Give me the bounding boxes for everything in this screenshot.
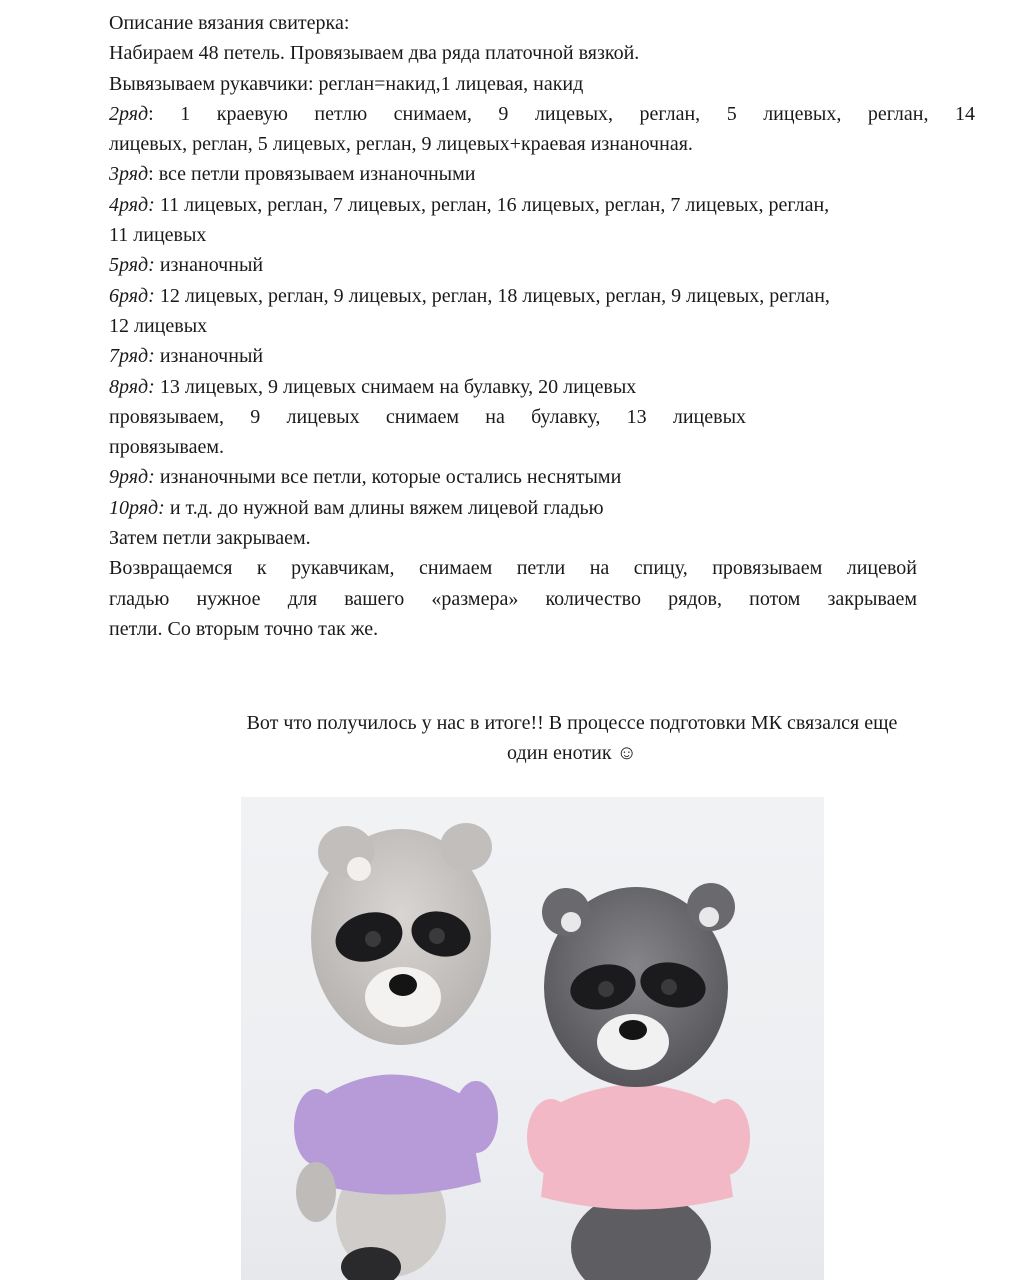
row-8-text-c: провязываем. xyxy=(109,436,225,459)
caption-line-b: один енотик ☺ xyxy=(507,742,637,764)
dark-raccoon xyxy=(527,883,750,1280)
light-raccoon xyxy=(294,823,498,1280)
light-raccoon-eye-left xyxy=(365,931,381,947)
row-6-line-a xyxy=(109,281,975,311)
dark-raccoon-ear-inner-right xyxy=(699,907,719,927)
row-8-line-a xyxy=(109,372,746,402)
dark-raccoon-ear-inner-left xyxy=(561,912,581,932)
row-2-label: 2ряд xyxy=(109,102,149,125)
knitted-raccoons-photo xyxy=(241,797,824,1280)
close-line: Затем петли закрываем. xyxy=(109,527,311,550)
return-line-b: гладью нужное для вашего «размера» количество рядов, потом закрываем xyxy=(109,587,917,610)
row-8-text-b: провязываем, 9 лицевых снимаем на булавку, 13 лицевых xyxy=(109,405,746,428)
row-4-line-a xyxy=(109,190,975,220)
row-4-text-b: 11 лицевых xyxy=(109,224,207,247)
row-10-line xyxy=(109,493,975,523)
row-9-label: 9ряд: xyxy=(109,466,155,489)
light-raccoon-nose xyxy=(389,974,417,996)
light-raccoon-ear-right xyxy=(440,823,492,871)
pink-sleeve-right xyxy=(702,1099,750,1175)
light-raccoon-ear-inner xyxy=(347,857,371,881)
pink-sleeve-left xyxy=(527,1099,575,1175)
row-5-line xyxy=(109,250,975,280)
row-4-label: 4ряд: xyxy=(109,193,155,216)
row-2-text-a: : 1 краевую петлю снимаем, 9 лицевых, реглан, 5 лицевых, реглан, 14 xyxy=(148,102,975,125)
row-2-text-b: лицевых, реглан, 5 лицевых, реглан, 9 лицевых+краевая изнаночная. xyxy=(109,133,693,156)
caption-line-a: Вот что получилось у нас в итоге!! В процессе подготовки МК связался еще xyxy=(246,712,898,734)
dark-raccoon-eye-right xyxy=(661,979,677,995)
row-6-text-b: 12 лицевых xyxy=(109,314,208,337)
row-10-label: 10ряд: xyxy=(109,496,165,519)
row-8-text-a: 13 лицевых, 9 лицевых снимаем на булавку, 20 лицевых xyxy=(154,375,637,398)
row-8-label: 8ряд: xyxy=(109,375,155,398)
photo-caption xyxy=(172,708,972,768)
raccoons-illustration xyxy=(241,797,824,1280)
row-9-text: изнаночными все петли, которые остались неснятыми xyxy=(154,466,622,489)
row-10-text: и т.д. до нужной вам длины вяжем лицевой гладью xyxy=(164,496,604,519)
cast-on-line: Набираем 48 петель. Провязываем два ряда платочной вязкой. xyxy=(109,42,640,65)
dark-raccoon-eye-left xyxy=(598,981,614,997)
row-5-text: изнаночный xyxy=(154,254,264,277)
row-6-text-a: 12 лицевых, реглан, 9 лицевых, реглан, 18 лицевых, реглан, 9 лицевых, реглан, xyxy=(154,284,830,307)
row-6-label: 6ряд: xyxy=(109,284,155,307)
lilac-sleeve-left xyxy=(294,1089,338,1165)
row-7-text: изнаночный xyxy=(154,345,264,368)
lilac-sleeve-right xyxy=(454,1081,498,1153)
row-2-line-a xyxy=(109,99,975,129)
light-raccoon-arm xyxy=(296,1162,336,1222)
dark-raccoon-nose xyxy=(619,1020,647,1040)
pattern-title: Описание вязания свитерка: xyxy=(109,12,350,34)
light-raccoon-eye-right xyxy=(429,928,445,944)
row-5-label: 5ряд: xyxy=(109,254,155,277)
return-line-a: Возвращаемся к рукавчикам, снимаем петли на спицу, провязываем лицевой xyxy=(109,557,917,580)
row-3-text: : все петли провязываем изнаночными xyxy=(148,163,476,186)
sleeves-line: Вывязываем рукавчики: реглан=накид,1 лицевая, накид xyxy=(109,72,584,95)
row-9-line xyxy=(109,462,975,492)
row-3-line xyxy=(109,159,975,189)
row-3-label: 3ряд xyxy=(109,163,149,186)
return-line-c: петли. Со вторым точно так же. xyxy=(109,617,379,640)
row-7-label: 7ряд: xyxy=(109,345,155,368)
row-4-text-a: 11 лицевых, реглан, 7 лицевых, реглан, 16 лицевых, реглан, 7 лицевых, реглан, xyxy=(154,193,830,216)
pattern-text xyxy=(109,8,975,644)
row-7-line xyxy=(109,341,975,371)
